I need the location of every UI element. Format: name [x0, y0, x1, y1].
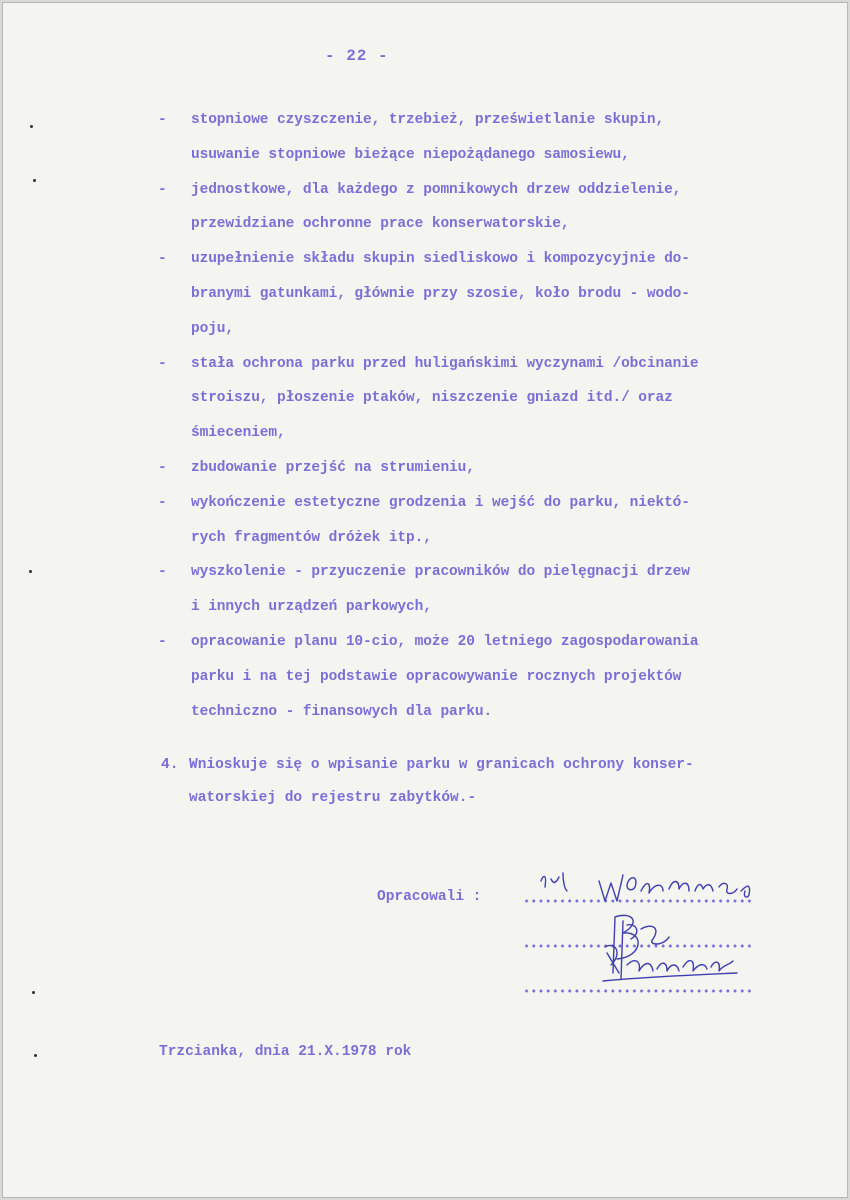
list-item-line: poju,	[191, 320, 235, 337]
list-item-line: opracowanie planu 10-cio, może 20 letniego zagospodarowania	[191, 633, 699, 650]
list-item-line: jednostkowe, dla każdego z pomnikowych drzew oddzielenie,	[191, 181, 682, 198]
bullet-dash: -	[158, 633, 167, 650]
numbered-item-4	[161, 749, 821, 815]
list-item-line: i innych urządzeń parkowych,	[191, 599, 432, 616]
bullet-dash: -	[158, 251, 167, 268]
list-item	[158, 625, 818, 729]
margin-mark	[29, 570, 32, 573]
list-item-line: usuwanie stopniowe bieżące niepożądanego samosiewu,	[191, 146, 630, 163]
bullet-dash: -	[158, 112, 167, 128]
list-item	[158, 486, 818, 556]
list-item-line: stroiszu, płoszenie ptaków, niszczenie gniazd itd./ oraz	[191, 390, 673, 407]
list-item-line: przewidziane ochronne prace konserwatorskie,	[191, 216, 570, 233]
list-item-line: rych fragmentów dróżek itp.,	[191, 529, 432, 546]
list-item-line: techniczno - finansowych dla parku.	[191, 703, 493, 720]
list-item-line: branymi gatunkami, głównie przy szosie, koło brodu - wodo-	[191, 285, 690, 302]
handwritten-signatures	[523, 861, 773, 991]
list-item-line: zbudowanie przejść na strumieniu,	[191, 459, 475, 476]
numbered-item-line: watorskiej do rejestru zabytków.-	[189, 790, 477, 806]
list-item-line: stała ochrona parku przed huligańskimi wyczynami /obcinanie	[191, 355, 699, 372]
list-item	[158, 173, 818, 243]
document-page	[2, 2, 848, 1198]
signature-drawing	[523, 861, 773, 991]
margin-mark	[32, 991, 35, 994]
list-item	[158, 451, 818, 486]
item-number: 4.	[161, 757, 179, 773]
page-number: - 22 -	[325, 47, 389, 65]
list-item-line: śmieceniem,	[191, 425, 286, 442]
list-item-line: uzupełnienie składu skupin siedliskowo i kompozycyjnie do-	[191, 251, 690, 268]
list-item	[158, 347, 818, 451]
list-item-line: stopniowe czyszczenie, trzebież, prześwietlanie skupin,	[191, 112, 665, 128]
bullet-dash: -	[158, 355, 167, 372]
list-item-line: parku i na tej podstawie opracowywanie rocznych projektów	[191, 668, 682, 685]
bullet-dash: -	[158, 181, 167, 198]
place-and-date: Trzcianka, dnia 21.X.1978 rok	[159, 1044, 412, 1060]
list-item-line: wykończenie estetyczne grodzenia i wejść do parku, niektó-	[191, 494, 690, 511]
numbered-item-line: Wnioskuje się o wpisanie parku w granicach ochrony konser-	[189, 757, 694, 773]
prepared-by-label: Opracowali :	[377, 889, 482, 905]
list-item	[158, 103, 818, 173]
margin-mark	[33, 179, 36, 182]
margin-mark	[30, 125, 33, 128]
bullet-dash: -	[158, 564, 167, 581]
list-item-line: wyszkolenie - przyuczenie pracowników do pielęgnacji drzew	[191, 564, 690, 581]
list-item	[158, 242, 818, 346]
bullet-dash: -	[158, 459, 167, 476]
bullet-list	[158, 103, 818, 729]
list-item	[158, 555, 818, 625]
margin-mark	[34, 1054, 37, 1057]
bullet-dash: -	[158, 494, 167, 511]
